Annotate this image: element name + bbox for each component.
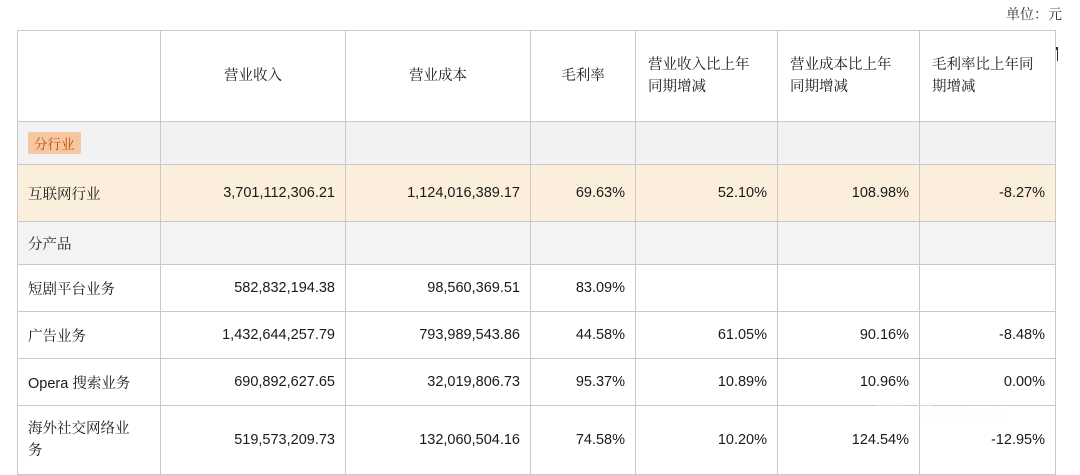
cell: 95.37%	[531, 359, 636, 406]
header-revenue-yoy-line2: 同期增减	[648, 79, 706, 95]
cell	[920, 265, 1056, 312]
row-label-overseas-social-line1: 海外社交网络业	[28, 421, 130, 437]
financial-table	[17, 30, 1056, 475]
header-margin-yoy-line2: 期增减	[932, 79, 976, 95]
table-row	[18, 312, 1056, 359]
cell: 83.09%	[531, 265, 636, 312]
cell: 1,432,644,257.79	[161, 312, 346, 359]
cell: 90.16%	[778, 312, 920, 359]
tiger-logo-icon: T	[876, 397, 906, 427]
header-cell-revenue: 营业收入	[161, 31, 346, 122]
row-label-overseas-social	[18, 406, 161, 475]
cell: 98,560,369.51	[346, 265, 531, 312]
row-label-industry-section	[18, 122, 161, 165]
cell	[531, 222, 636, 265]
row-label-advertising: 广告业务	[18, 312, 161, 359]
cell	[636, 122, 778, 165]
header-cell-cost: 营业成本	[346, 31, 531, 122]
row-label-short-drama: 短剧平台业务	[18, 265, 161, 312]
cell: 74.58%	[531, 406, 636, 475]
table-row	[18, 222, 1056, 265]
header-revenue-yoy-line1: 营业收入比上年	[648, 57, 750, 73]
cell: 0.00%	[920, 359, 1056, 406]
table-header	[18, 31, 1056, 122]
cell: 793,989,543.86	[346, 312, 531, 359]
cell	[161, 122, 346, 165]
cell: 52.10%	[636, 165, 778, 222]
financial-table-container	[17, 30, 1055, 475]
cell: 32,019,806.73	[346, 359, 531, 406]
table-row	[18, 359, 1056, 406]
cell: 690,892,627.65	[161, 359, 346, 406]
table-row	[18, 165, 1056, 222]
cell	[778, 222, 920, 265]
cell	[636, 265, 778, 312]
cell	[920, 222, 1056, 265]
header-cost-yoy-line2: 同期增减	[790, 79, 848, 95]
cell	[531, 122, 636, 165]
table-row	[18, 122, 1056, 165]
header-cost-yoy-line1: 营业成本比上年	[790, 57, 892, 73]
watermark-secondary-icon: ◎	[920, 435, 940, 455]
cell: 10.89%	[636, 359, 778, 406]
cell: 69.63%	[531, 165, 636, 222]
table-row	[18, 406, 1056, 475]
row-label-overseas-social-line2: 务	[28, 443, 43, 459]
row-label-opera-search: Opera 搜索业务	[18, 359, 161, 406]
cell: 10.20%	[636, 406, 778, 475]
cell	[778, 265, 920, 312]
cell: 582,832,194.38	[161, 265, 346, 312]
row-label-product-section: 分产品	[18, 222, 161, 265]
header-cell-margin-yoy	[920, 31, 1056, 122]
header-cell-revenue-yoy	[636, 31, 778, 122]
cell: 61.05%	[636, 312, 778, 359]
cell: 44.58%	[531, 312, 636, 359]
row-label-internet-industry: 互联网行业	[18, 165, 161, 222]
cell: 3,701,112,306.21	[161, 165, 346, 222]
cell: 124.54%	[778, 406, 920, 475]
cell: 108.98%	[778, 165, 920, 222]
table-row	[18, 265, 1056, 312]
watermark-secondary-text: 市值榜	[945, 437, 994, 454]
watermark-primary-text: 老虎社区	[913, 400, 1010, 425]
unit-note: 单位：元	[1006, 6, 1062, 22]
cell	[636, 222, 778, 265]
table-header-row	[18, 31, 1056, 122]
table-body	[18, 122, 1056, 475]
cell: 519,573,209.73	[161, 406, 346, 475]
cell: 1,124,016,389.17	[346, 165, 531, 222]
header-cell-gross-margin: 毛利率	[531, 31, 636, 122]
section-tag: 分行业	[28, 132, 81, 154]
cell	[778, 122, 920, 165]
cell: 132,060,504.16	[346, 406, 531, 475]
cell	[161, 222, 346, 265]
header-cell-blank	[18, 31, 161, 122]
cell: -8.48%	[920, 312, 1056, 359]
cell	[346, 122, 531, 165]
header-margin-yoy-line1: 毛利率比上年同	[932, 57, 1034, 73]
cell: -8.27%	[920, 165, 1056, 222]
header-cell-cost-yoy	[778, 31, 920, 122]
cell	[346, 222, 531, 265]
cell: 10.96%	[778, 359, 920, 406]
cell	[920, 122, 1056, 165]
cell: -12.95%	[920, 406, 1056, 475]
